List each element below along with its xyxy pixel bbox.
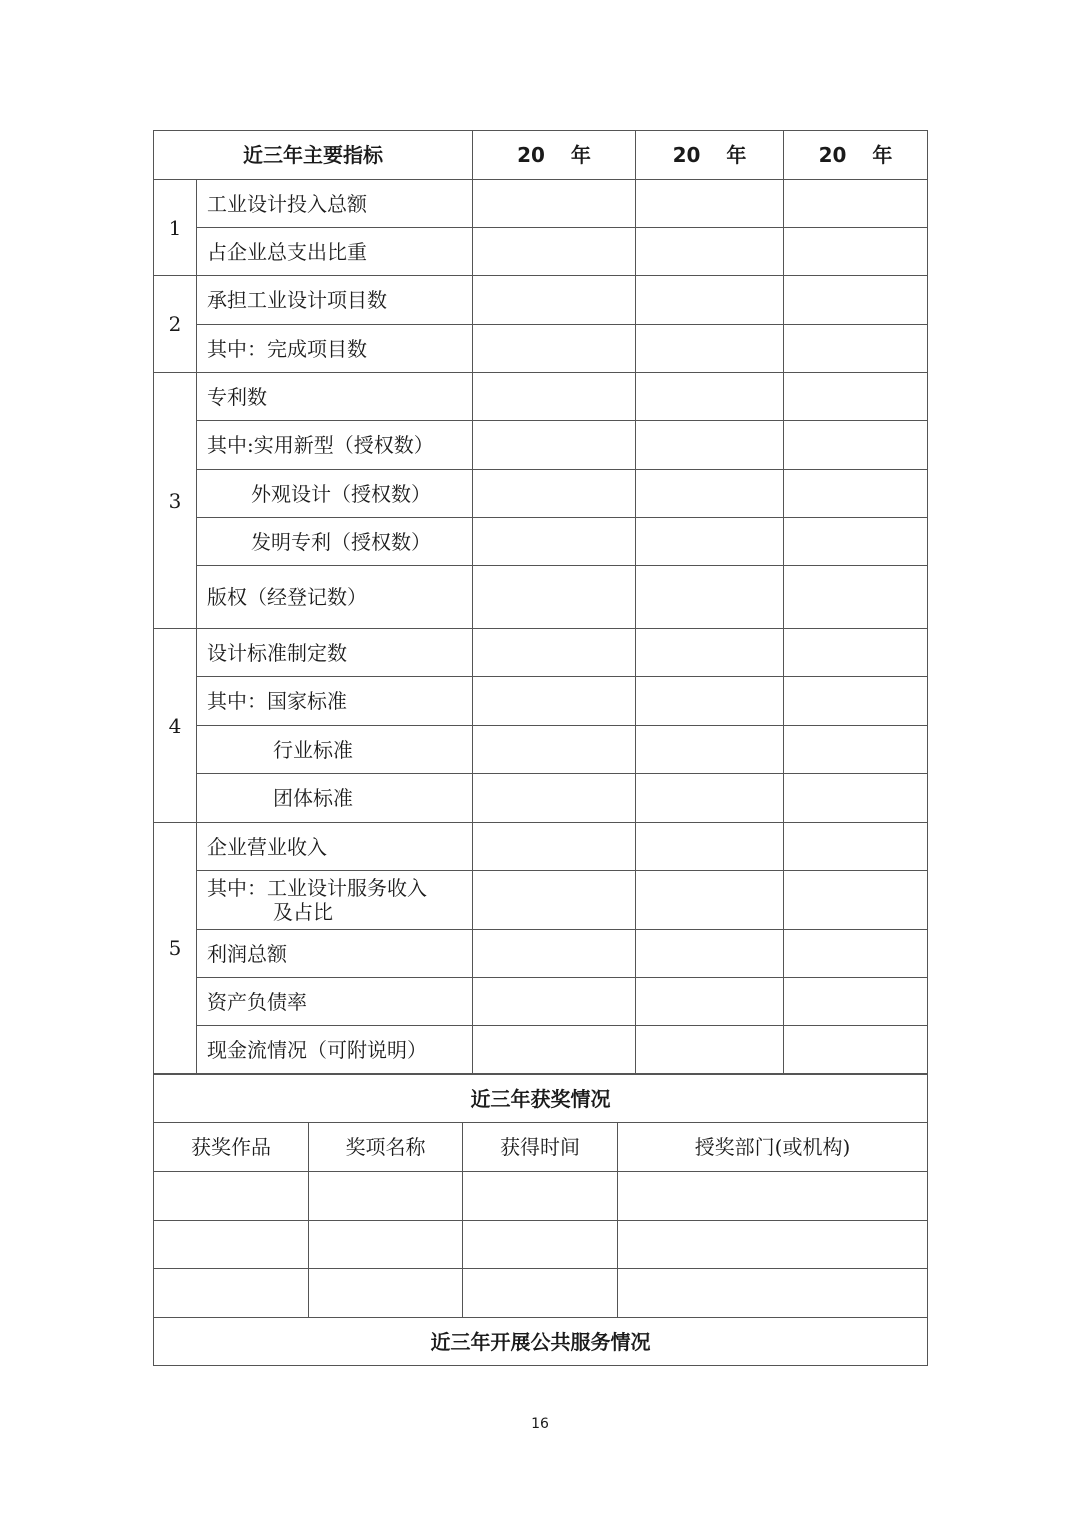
value-cell[interactable] — [473, 726, 636, 774]
value-cell[interactable] — [473, 470, 636, 518]
value-cell[interactable] — [784, 373, 928, 421]
table-row — [154, 1221, 928, 1269]
value-cell[interactable] — [636, 1026, 784, 1074]
table-row — [154, 325, 928, 373]
group-number: 5 — [154, 823, 197, 1074]
award-cell[interactable] — [309, 1172, 463, 1221]
table-row — [154, 518, 928, 566]
award-cell[interactable] — [309, 1269, 463, 1318]
column-header: 奖项名称 — [309, 1123, 463, 1172]
indicator-label-line2: 及占比 — [273, 900, 333, 924]
table-row — [154, 978, 928, 1026]
indicator-label: 现金流情况（可附说明） — [197, 1026, 473, 1074]
indicator-label: 行业标准 — [197, 726, 473, 774]
column-header: 获奖作品 — [154, 1123, 309, 1172]
award-cell[interactable] — [463, 1221, 618, 1269]
table-row — [154, 629, 928, 677]
table-row — [154, 1269, 928, 1318]
indicator-label: 版权（经登记数） — [197, 566, 473, 629]
public-service-title: 近三年开展公共服务情况 — [154, 1318, 928, 1366]
value-cell[interactable] — [636, 726, 784, 774]
indicators-title: 近三年主要指标 — [154, 131, 473, 180]
group-number: 3 — [154, 373, 197, 629]
column-header: 获得时间 — [463, 1123, 618, 1172]
value-cell[interactable] — [784, 677, 928, 726]
award-cell[interactable] — [154, 1269, 309, 1318]
value-cell[interactable] — [473, 978, 636, 1026]
year-suffix: 年 — [872, 143, 893, 167]
indicator-label: 承担工业设计项目数 — [197, 276, 473, 325]
award-cell[interactable] — [309, 1221, 463, 1269]
year-prefix: 20 — [517, 143, 545, 167]
indicator-label — [197, 871, 473, 930]
value-cell[interactable] — [784, 774, 928, 823]
table-row — [154, 566, 928, 629]
indicator-label: 设计标准制定数 — [197, 629, 473, 677]
value-cell[interactable] — [473, 629, 636, 677]
award-cell[interactable] — [463, 1172, 618, 1221]
value-cell[interactable] — [473, 325, 636, 373]
indicators-header-row — [154, 131, 928, 180]
value-cell[interactable] — [636, 373, 784, 421]
award-cell[interactable] — [618, 1172, 928, 1221]
value-cell[interactable] — [784, 518, 928, 566]
table-row — [154, 930, 928, 978]
value-cell[interactable] — [473, 421, 636, 470]
award-cell[interactable] — [463, 1269, 618, 1318]
value-cell[interactable] — [784, 325, 928, 373]
group-number: 1 — [154, 180, 197, 276]
indicator-label: 工业设计投入总额 — [197, 180, 473, 228]
awards-table — [153, 1074, 928, 1366]
value-cell[interactable] — [636, 470, 784, 518]
awards-header-row — [154, 1123, 928, 1172]
value-cell[interactable] — [784, 470, 928, 518]
indicator-label-line1: 其中：工业设计服务收入 — [207, 876, 427, 900]
value-cell[interactable] — [784, 180, 928, 228]
value-cell[interactable] — [473, 566, 636, 629]
value-cell[interactable] — [636, 518, 784, 566]
value-cell[interactable] — [784, 726, 928, 774]
year-suffix: 年 — [726, 143, 747, 167]
value-cell[interactable] — [636, 871, 784, 930]
value-cell[interactable] — [784, 871, 928, 930]
value-cell[interactable] — [473, 228, 636, 276]
value-cell[interactable] — [473, 180, 636, 228]
year-header-2 — [636, 131, 784, 180]
indicator-label: 其中：完成项目数 — [197, 325, 473, 373]
indicator-label: 资产负债率 — [197, 978, 473, 1026]
indicator-label: 外观设计（授权数） — [197, 470, 473, 518]
table-row — [154, 871, 928, 930]
indicator-label: 占企业总支出比重 — [197, 228, 473, 276]
value-cell[interactable] — [636, 180, 784, 228]
value-cell[interactable] — [473, 871, 636, 930]
value-cell[interactable] — [636, 677, 784, 726]
table-row — [154, 1172, 928, 1221]
value-cell[interactable] — [473, 677, 636, 726]
indicator-label: 团体标准 — [197, 774, 473, 823]
value-cell[interactable] — [636, 930, 784, 978]
value-cell[interactable] — [784, 276, 928, 325]
table-row — [154, 421, 928, 470]
indicator-label: 其中：国家标准 — [197, 677, 473, 726]
table-row — [154, 726, 928, 774]
value-cell[interactable] — [784, 566, 928, 629]
table-row — [154, 1026, 928, 1074]
indicator-label: 发明专利（授权数） — [197, 518, 473, 566]
year-suffix: 年 — [570, 143, 591, 167]
table-row — [154, 677, 928, 726]
year-header-1 — [473, 131, 636, 180]
value-cell[interactable] — [784, 823, 928, 871]
value-cell[interactable] — [784, 228, 928, 276]
indicators-table — [153, 130, 928, 1074]
value-cell[interactable] — [473, 930, 636, 978]
table-row — [154, 823, 928, 871]
award-cell[interactable] — [618, 1269, 928, 1318]
value-cell[interactable] — [636, 276, 784, 325]
value-cell[interactable] — [473, 276, 636, 325]
value-cell[interactable] — [636, 325, 784, 373]
table-row — [154, 276, 928, 325]
page-number: 16 — [531, 1416, 549, 1432]
year-header-3 — [784, 131, 928, 180]
value-cell[interactable] — [784, 978, 928, 1026]
group-number: 4 — [154, 629, 197, 823]
value-cell[interactable] — [636, 629, 784, 677]
value-cell[interactable] — [473, 373, 636, 421]
table-row — [154, 180, 928, 228]
table-row — [154, 470, 928, 518]
table-row — [154, 228, 928, 276]
award-cell[interactable] — [154, 1221, 309, 1269]
value-cell[interactable] — [784, 629, 928, 677]
indicator-label: 利润总额 — [197, 930, 473, 978]
year-prefix: 20 — [672, 143, 701, 167]
value-cell[interactable] — [636, 978, 784, 1026]
awards-title-row — [154, 1075, 928, 1123]
value-cell[interactable] — [784, 1026, 928, 1074]
indicator-label: 企业营业收入 — [197, 823, 473, 871]
value-cell[interactable] — [473, 774, 636, 823]
year-prefix: 20 — [818, 143, 847, 167]
awards-title: 近三年获奖情况 — [154, 1075, 928, 1123]
value-cell[interactable] — [636, 228, 784, 276]
value-cell[interactable] — [636, 421, 784, 470]
table-row — [154, 774, 928, 823]
value-cell[interactable] — [636, 566, 784, 629]
value-cell[interactable] — [784, 930, 928, 978]
award-cell[interactable] — [618, 1221, 928, 1269]
public-service-title-row — [154, 1318, 928, 1366]
indicator-label: 其中:实用新型（授权数） — [197, 421, 473, 470]
group-number: 2 — [154, 276, 197, 373]
value-cell[interactable] — [636, 774, 784, 823]
value-cell[interactable] — [473, 823, 636, 871]
value-cell[interactable] — [784, 421, 928, 470]
indicator-label: 专利数 — [197, 373, 473, 421]
column-header: 授奖部门(或机构) — [618, 1123, 928, 1172]
value-cell[interactable] — [473, 518, 636, 566]
value-cell[interactable] — [636, 823, 784, 871]
award-cell[interactable] — [154, 1172, 309, 1221]
table-row — [154, 373, 928, 421]
value-cell[interactable] — [473, 1026, 636, 1074]
